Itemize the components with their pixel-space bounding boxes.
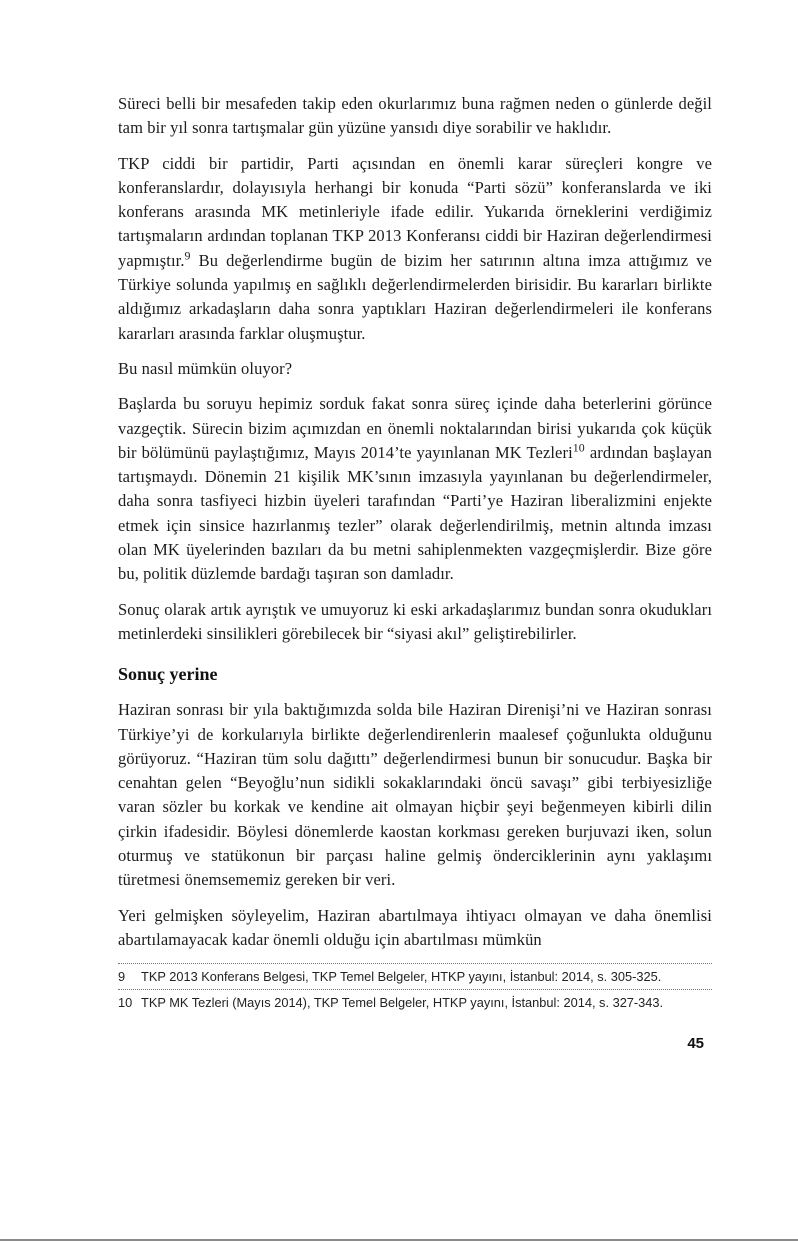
paragraph: Yeri gelmişken söyleyelim, Haziran abartılmaya ihtiyacı olmayan ve daha önemlisi abartılamayacak kadar önemli olduğu için abartılması mümkün xyxy=(118,905,712,949)
paragraph: Bu nasıl mümkün oluyor? xyxy=(118,358,293,378)
footnote-text: TKP 2013 Konferans Belgesi, TKP Temel Belgeler, HTKP yayını, İstanbul: 2014, s. 305-325. xyxy=(141,969,662,985)
footnote-ref-10: 10 xyxy=(572,440,585,455)
page-number: 45 xyxy=(687,1035,704,1053)
section-heading: Sonuç yerine xyxy=(118,664,218,685)
footnote-marker: 10 xyxy=(118,994,133,1010)
footnote-ref-9: 9 xyxy=(184,248,191,263)
body-text xyxy=(118,92,712,952)
footnotes xyxy=(118,963,712,1011)
footnote xyxy=(118,989,712,1012)
paragraph: Haziran sonrası bir yıla baktığımızda solda bile Haziran Direnişi’ni ve Haziran sonrası Türkiye’yi de korkularıyla birlikte değerlendirenlerin maalesef çoğunlukta olduğunu görüyoruz. “Haziran tüm solu dağıttı” değerlendirmesi bunun bir sonucudur. Başka bir cenahtan gelen “Beyoğlu’nun sidikli sokaklarındaki öncü savaşı” gibi terbiyesizliğe varan sözler bu korkak ve kendine ait olmayan hiçbir şeyi beğenmeyen kibirli dilin çirkin ifadesidir. Böylesi dönemlerde kaostan korkması gereken burjuvazi iken, solun oturmuş ve statükonun bir parçası haline gelmiş önderciklerinin aynı yaklaşımı türetmesi önemsememiz gereken bir veri. xyxy=(118,700,712,890)
footnote-marker: 9 xyxy=(118,969,126,985)
footnote xyxy=(118,963,712,986)
paragraph xyxy=(118,152,712,346)
paragraph: Sonuç olarak artık ayrıştık ve umuyoruz ki eski arkadaşlarımız bundan sonra okudukları metinlerdeki sinsilikleri görebilecek bir “siyasi akıl” geliştirebilirler. xyxy=(118,599,712,643)
page-footer xyxy=(118,1035,712,1052)
paragraph xyxy=(118,392,712,586)
paragraph-text: TKP ciddi bir partidir, Parti açısından en önemli karar süreçleri kongre ve konferanslardır, dolayısıyla herhangi bir konuda “Parti sözü” konferanslarda ve iki konferans arasında MK metinleriyle ifade edilir. Yukarıda örneklerini verdiğimiz tartışmaların ardından toplanan TKP 2013 Konferansı ciddi bir Haziran değerlendirmesi yapmıştır. xyxy=(118,153,712,270)
paragraph-text: Başlarda bu soruyu hepimiz sorduk fakat sonra süreç içinde daha beterlerini görünce vazgeçtik. Sürecin bizim açımızdan en önemli noktalarından birisi yukarıda çok küçük bir bölümünü paylaştığımız, Mayıs 2014’te yayınlanan MK Tezleri xyxy=(118,394,712,462)
paragraph: Süreci belli bir mesafeden takip eden okurlarımız buna rağmen neden o günlerde değil tam bir yıl sonra tartışmalar gün yüzüne yansıdı diye sorabilir ve haklıdır. xyxy=(118,94,712,138)
paragraph-text: ardından başlayan tartışmaydı. Dönemin 21 kişilik MK’sının imzasıyla yayınlanan bu değerlendirmeler, daha sonra tasfiyeci hizbin üyeleri tarafından “Parti’ye Haziran liberalizmini enjekte etmek için sinsice hazırlanmış tezler” olarak değerlendirilmiş, metnin altında imzası olan MK üyelerinden bazıları da bu metni sahiplenmekten vazgeçmişlerdir. Bize göre bu, politik düzlemde bardağı taşıran son damladır. xyxy=(118,442,712,584)
footnote-text: TKP MK Tezleri (Mayıs 2014), TKP Temel Belgeler, HTKP yayını, İstanbul: 2014, s. 327-343. xyxy=(141,994,664,1010)
text-column xyxy=(118,92,712,1052)
paragraph-text: Bu değerlendirme bugün de bizim her satırının altına imza attığımız ve Türkiye solunda yapılmış en sağlıklı değerlendirmelerden birisidir. Bu kararları birlikte aldığımız arkadaşların daha sonra yaptıkları Haziran değerlendirmeleri ile konferans kararları arasında farklar oluşmuştur. xyxy=(118,250,712,343)
